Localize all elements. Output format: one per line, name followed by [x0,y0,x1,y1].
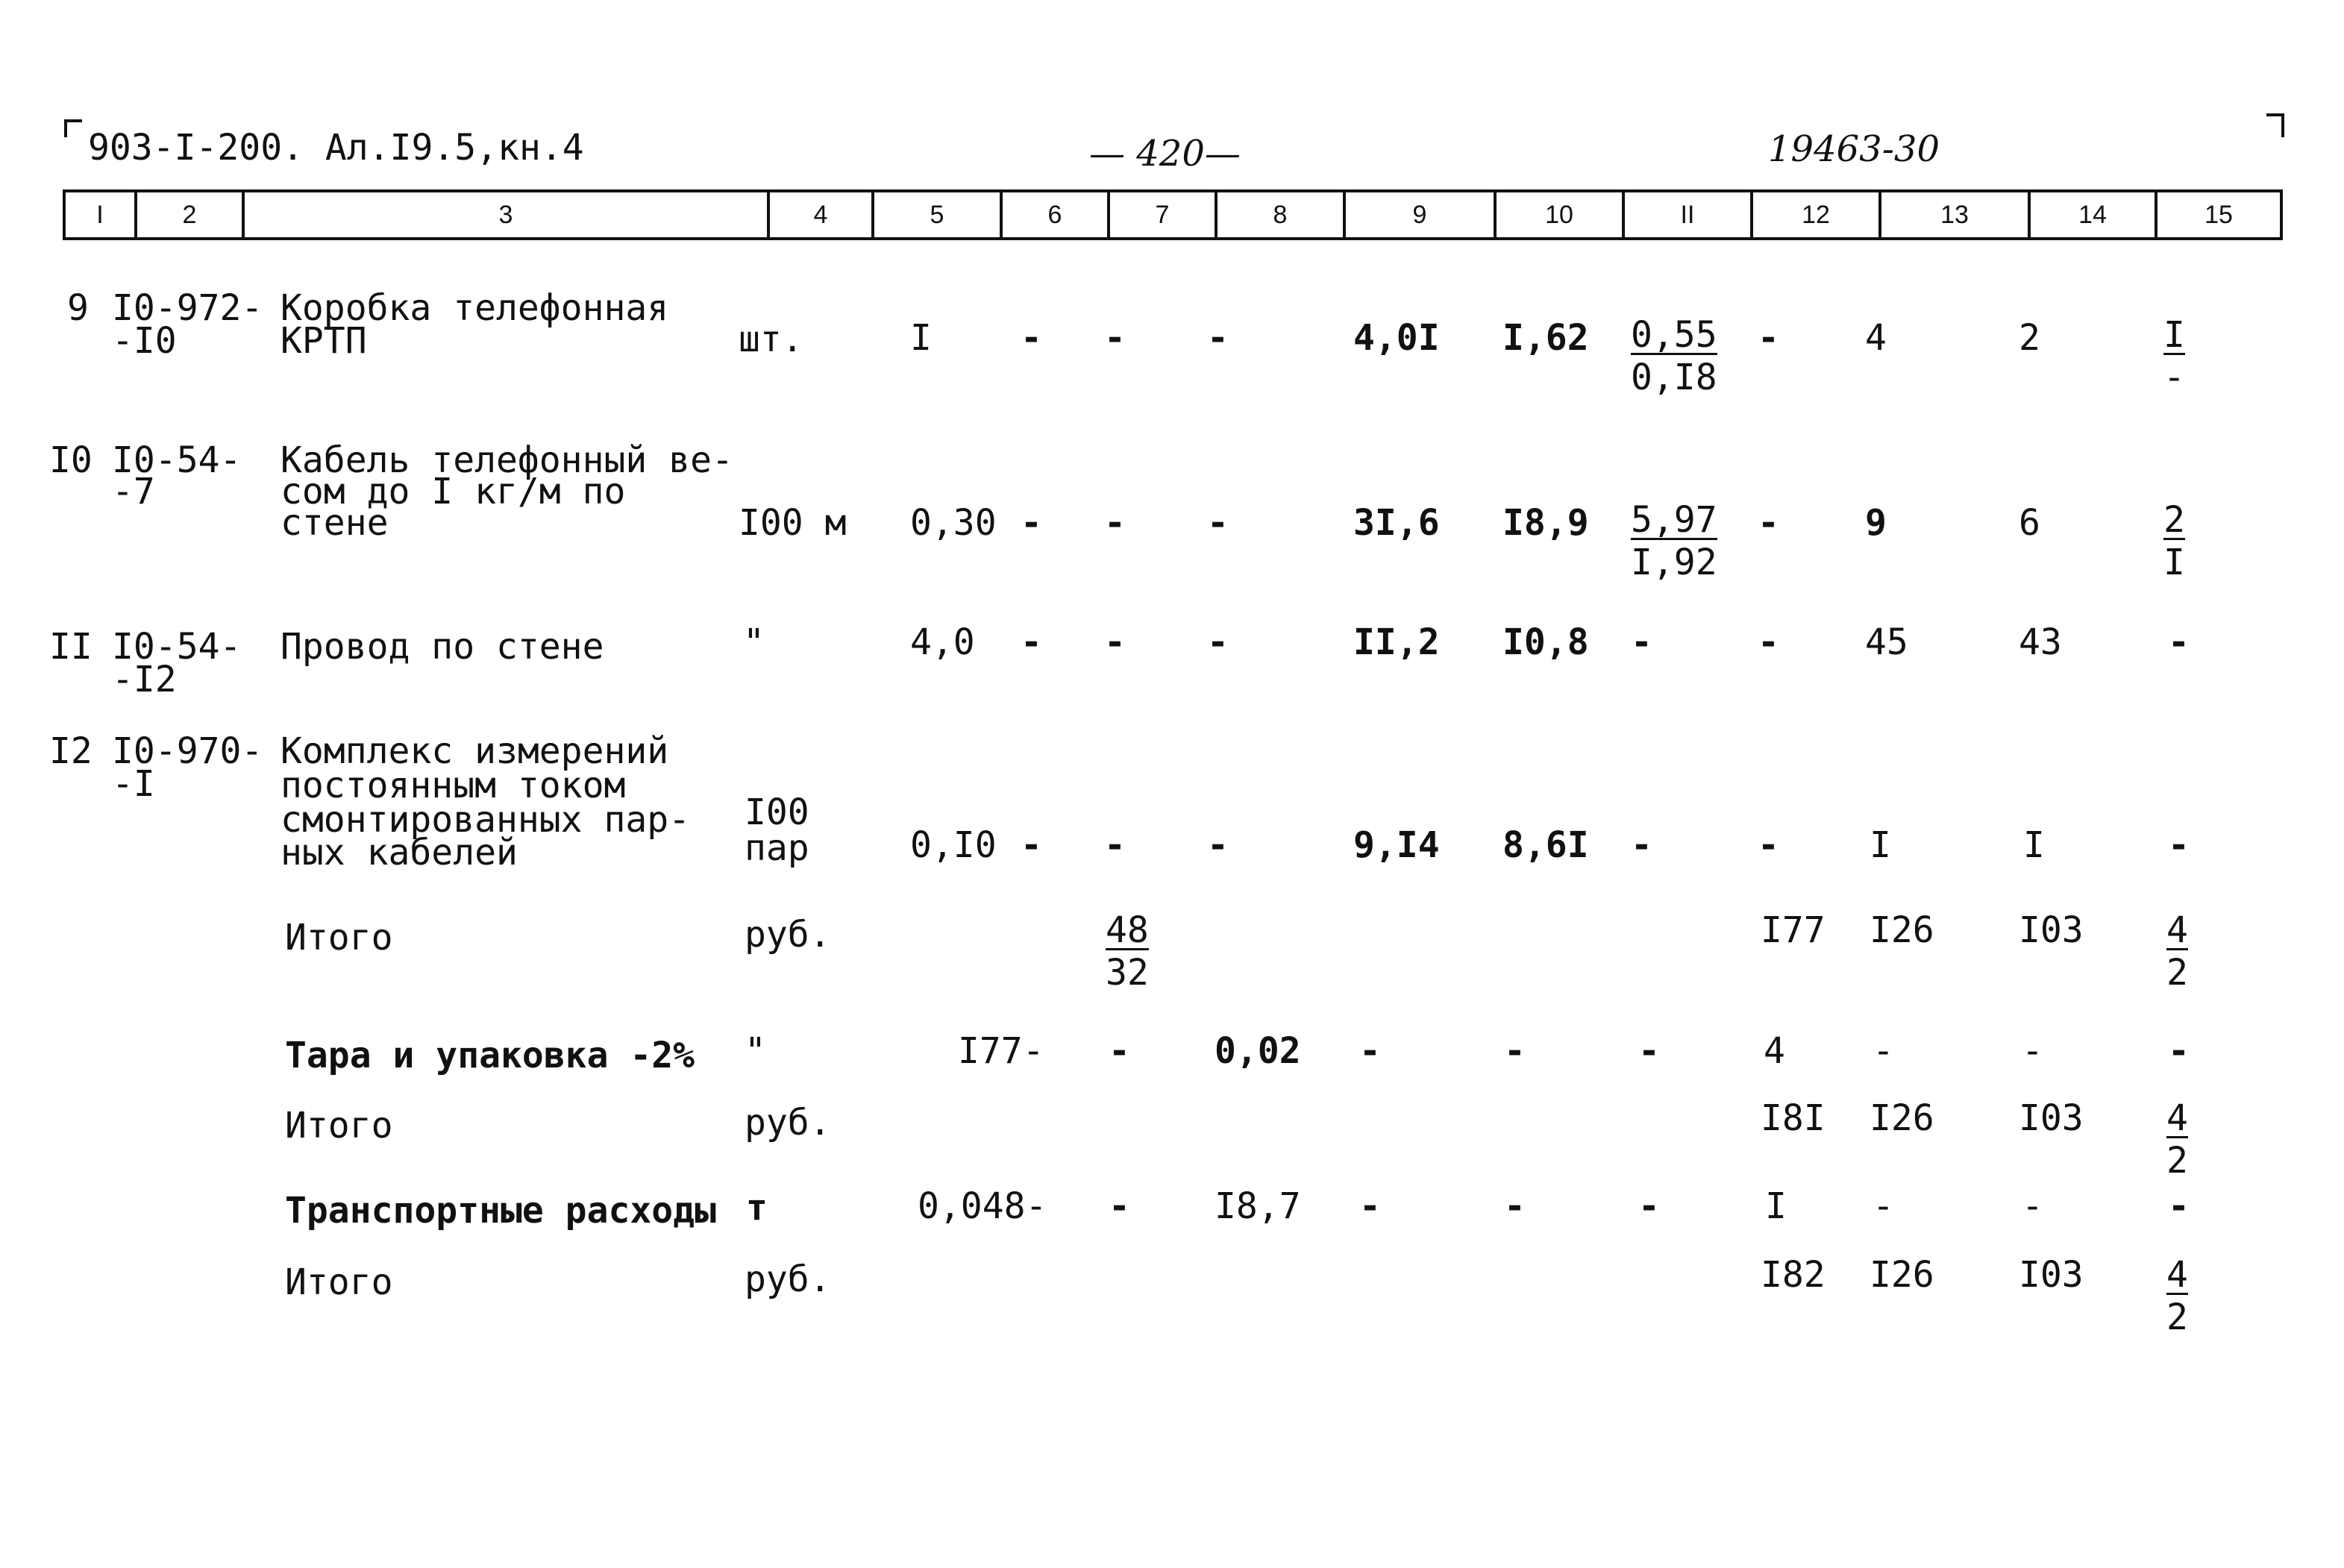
cell-10: - [1504,1185,1526,1227]
cell-13: I26 [1870,1097,1934,1139]
norm-code: I0-970- [112,730,263,772]
cell-13: 45 [1865,621,1908,663]
column-header: 12 [1750,192,1878,237]
column-header: 2 [134,192,242,237]
cell-12: I77 [1761,909,1826,951]
row-number: I2 [49,730,93,772]
item-name-line: Провод по стене [281,626,604,668]
cell-10: I8,9 [1502,502,1589,544]
unit: " [743,621,765,663]
cell-14: I03 [2019,1097,2084,1139]
cell-7: - [1109,1030,1130,1072]
cell-6: - [1021,621,1042,663]
norm-code-cont: -7 [112,471,155,512]
cell-10: 8,6I [1502,824,1589,866]
item-name-line: КРТП [281,320,367,362]
cell-12: - [1758,824,1779,866]
column-header: 6 [1000,192,1107,237]
row-number: I0 [49,439,93,481]
norm-code: I0-54- [112,439,242,481]
cell-15: - [2168,1030,2190,1072]
cell-15-fraction [2163,501,2185,585]
corner-mark-right [2266,113,2284,137]
norm-code: I0-54- [112,626,242,668]
row-number: II [49,626,93,668]
norm-code-cont: -I [112,763,155,805]
item-name-line: Комплекс измерений [281,730,669,772]
cell-8: - [1207,502,1229,544]
item-name-line: Кабель телефонный ве- [281,439,733,481]
cell-13: - [1873,1185,1894,1227]
cell-9: 9,I4 [1353,824,1440,866]
cell-5: 4,0 [910,621,975,663]
cell-5: 0,048- [918,1185,1047,1227]
column-header: 8 [1215,192,1343,237]
item-name-line: Коробка телефонная [281,287,669,329]
cell-6: I77- [958,1030,1044,1072]
column-header: 7 [1107,192,1215,237]
cell-11: - [1631,824,1652,866]
column-header: II [1622,192,1750,237]
cell-11-fraction [1631,316,1717,400]
unit: I00 м [739,502,847,544]
fraction-denominator: 0,I8 [1631,357,1717,398]
cell-11-fraction [1631,501,1717,585]
cell-7: - [1104,824,1126,866]
cell-13: 4 [1865,317,1887,359]
cell-14: 2 [2019,317,2040,359]
cell-15: - [2168,621,2190,663]
unit: пар [745,827,809,869]
fraction-denominator: 2 [2166,1296,2188,1338]
cell-13: - [1873,1030,1894,1072]
total-label: Итого [285,1105,393,1147]
cell-14: - [2022,1185,2043,1227]
cell-10: - [1504,1030,1526,1072]
cell-12: - [1758,317,1779,359]
sheet-code: 19463-30 [1768,128,1940,170]
item-name-line: смонтированных пар- [281,799,691,841]
unit: " [745,1030,766,1072]
column-header: 14 [2028,192,2155,237]
norm-code: I0-972- [112,287,263,329]
cell-13: I [1870,824,1891,866]
unit: шт. [739,319,803,360]
fraction-denominator: 2 [2166,1140,2188,1182]
fraction-numerator: 2 [2163,499,2185,541]
fraction-numerator: I [2163,314,2185,356]
column-header: 10 [1494,192,1622,237]
cell-8: I8,7 [1215,1185,1301,1227]
fraction-numerator: 4 [2166,909,2188,951]
norm-code-cont: -I2 [112,659,177,700]
cell-14: I [2023,824,2045,866]
fraction-denominator: I,92 [1631,542,1717,583]
cell-15: - [2168,1185,2190,1227]
cell-5: 0,I0 [910,824,997,866]
cell-8: - [1207,317,1229,359]
column-header: 13 [1878,192,2028,237]
cell-12: I [1765,1185,1787,1227]
cell-14: 6 [2019,502,2040,544]
fraction-denominator: 2 [2166,952,2188,994]
fraction-numerator: 4 [2166,1097,2188,1139]
cell-15-fraction [2163,316,2185,400]
total-label: Итого [285,1261,393,1303]
cell-11: - [1638,1030,1660,1072]
cell-11: - [1631,621,1652,663]
cell-6: - [1021,824,1042,866]
column-number-bar [63,189,2283,240]
cell-13: 9 [1865,502,1887,544]
total-label: Итого [285,917,393,959]
row-number: 9 [67,287,89,329]
unit: руб. [745,914,831,956]
cell-6: - [1021,502,1042,544]
cell-15: - [2168,824,2190,866]
cell-8: - [1207,621,1229,663]
column-header: 9 [1343,192,1494,237]
cell-5: I [910,317,932,359]
unit: руб. [745,1258,831,1300]
total-label: Тара и упаковка -2% [285,1035,695,1076]
cell-9: 3I,6 [1353,502,1440,544]
fraction-numerator: 5,97 [1631,499,1717,541]
cell-15-fraction [2166,1097,2188,1183]
cell-9: - [1359,1185,1381,1227]
cell-12: I82 [1761,1254,1826,1296]
column-header: 15 [2155,192,2280,237]
norm-code-cont: -I0 [112,320,177,362]
total-label: Транспортные расходы [285,1190,716,1232]
unit: т [746,1187,768,1229]
column-header: 5 [871,192,1000,237]
unit: I00 [745,791,809,833]
item-name-line: сом до I кг/м по [281,471,626,512]
cell-9: 4,0I [1353,317,1440,359]
fraction-denominator: I [2163,542,2185,583]
cell-12: 4 [1764,1030,1785,1072]
cell-8: 0,02 [1215,1030,1301,1072]
cell-7-fraction [1106,909,1149,995]
cell-11: - [1638,1185,1660,1227]
page-number: — 420— [1089,133,1241,175]
column-header: I [96,201,104,229]
cell-12: - [1758,502,1779,544]
cell-7: - [1104,621,1126,663]
cell-14: 43 [2019,621,2062,663]
cell-10: I0,8 [1502,621,1589,663]
unit: руб. [745,1102,831,1144]
cell-7: - [1104,317,1126,359]
cell-12: - [1758,621,1779,663]
cell-14: I03 [2019,909,2084,951]
item-name-line: постоянным током [281,765,626,806]
fraction-numerator: 4 [2166,1254,2188,1296]
cell-7: - [1109,1185,1130,1227]
cell-15-fraction [2166,909,2188,995]
cell-9: II,2 [1353,621,1440,663]
cell-6: - [1021,317,1042,359]
corner-mark-left [64,119,82,137]
cell-8: - [1207,824,1229,866]
fraction-numerator: 48 [1106,909,1149,951]
cell-12: I8I [1761,1097,1826,1139]
cell-14: I03 [2019,1254,2084,1296]
fraction-denominator: - [2163,357,2185,398]
cell-15-fraction [2166,1256,2188,1340]
column-header: 4 [767,192,871,237]
cell-13: I26 [1870,909,1934,951]
fraction-numerator: 0,55 [1631,314,1717,356]
cell-9: - [1359,1030,1381,1072]
cell-7: - [1104,502,1126,544]
item-name-line: стене [281,502,389,544]
cell-13: I26 [1870,1254,1934,1296]
column-header: 3 [242,192,767,237]
cell-5: 0,30 [910,502,997,544]
fraction-denominator: 32 [1106,952,1149,994]
item-name-line: ных кабелей [281,832,518,874]
document-code: 903-I-200. Ал.I9.5,кн.4 [88,127,584,169]
cell-14: - [2022,1030,2043,1072]
cell-10: I,62 [1502,317,1589,359]
